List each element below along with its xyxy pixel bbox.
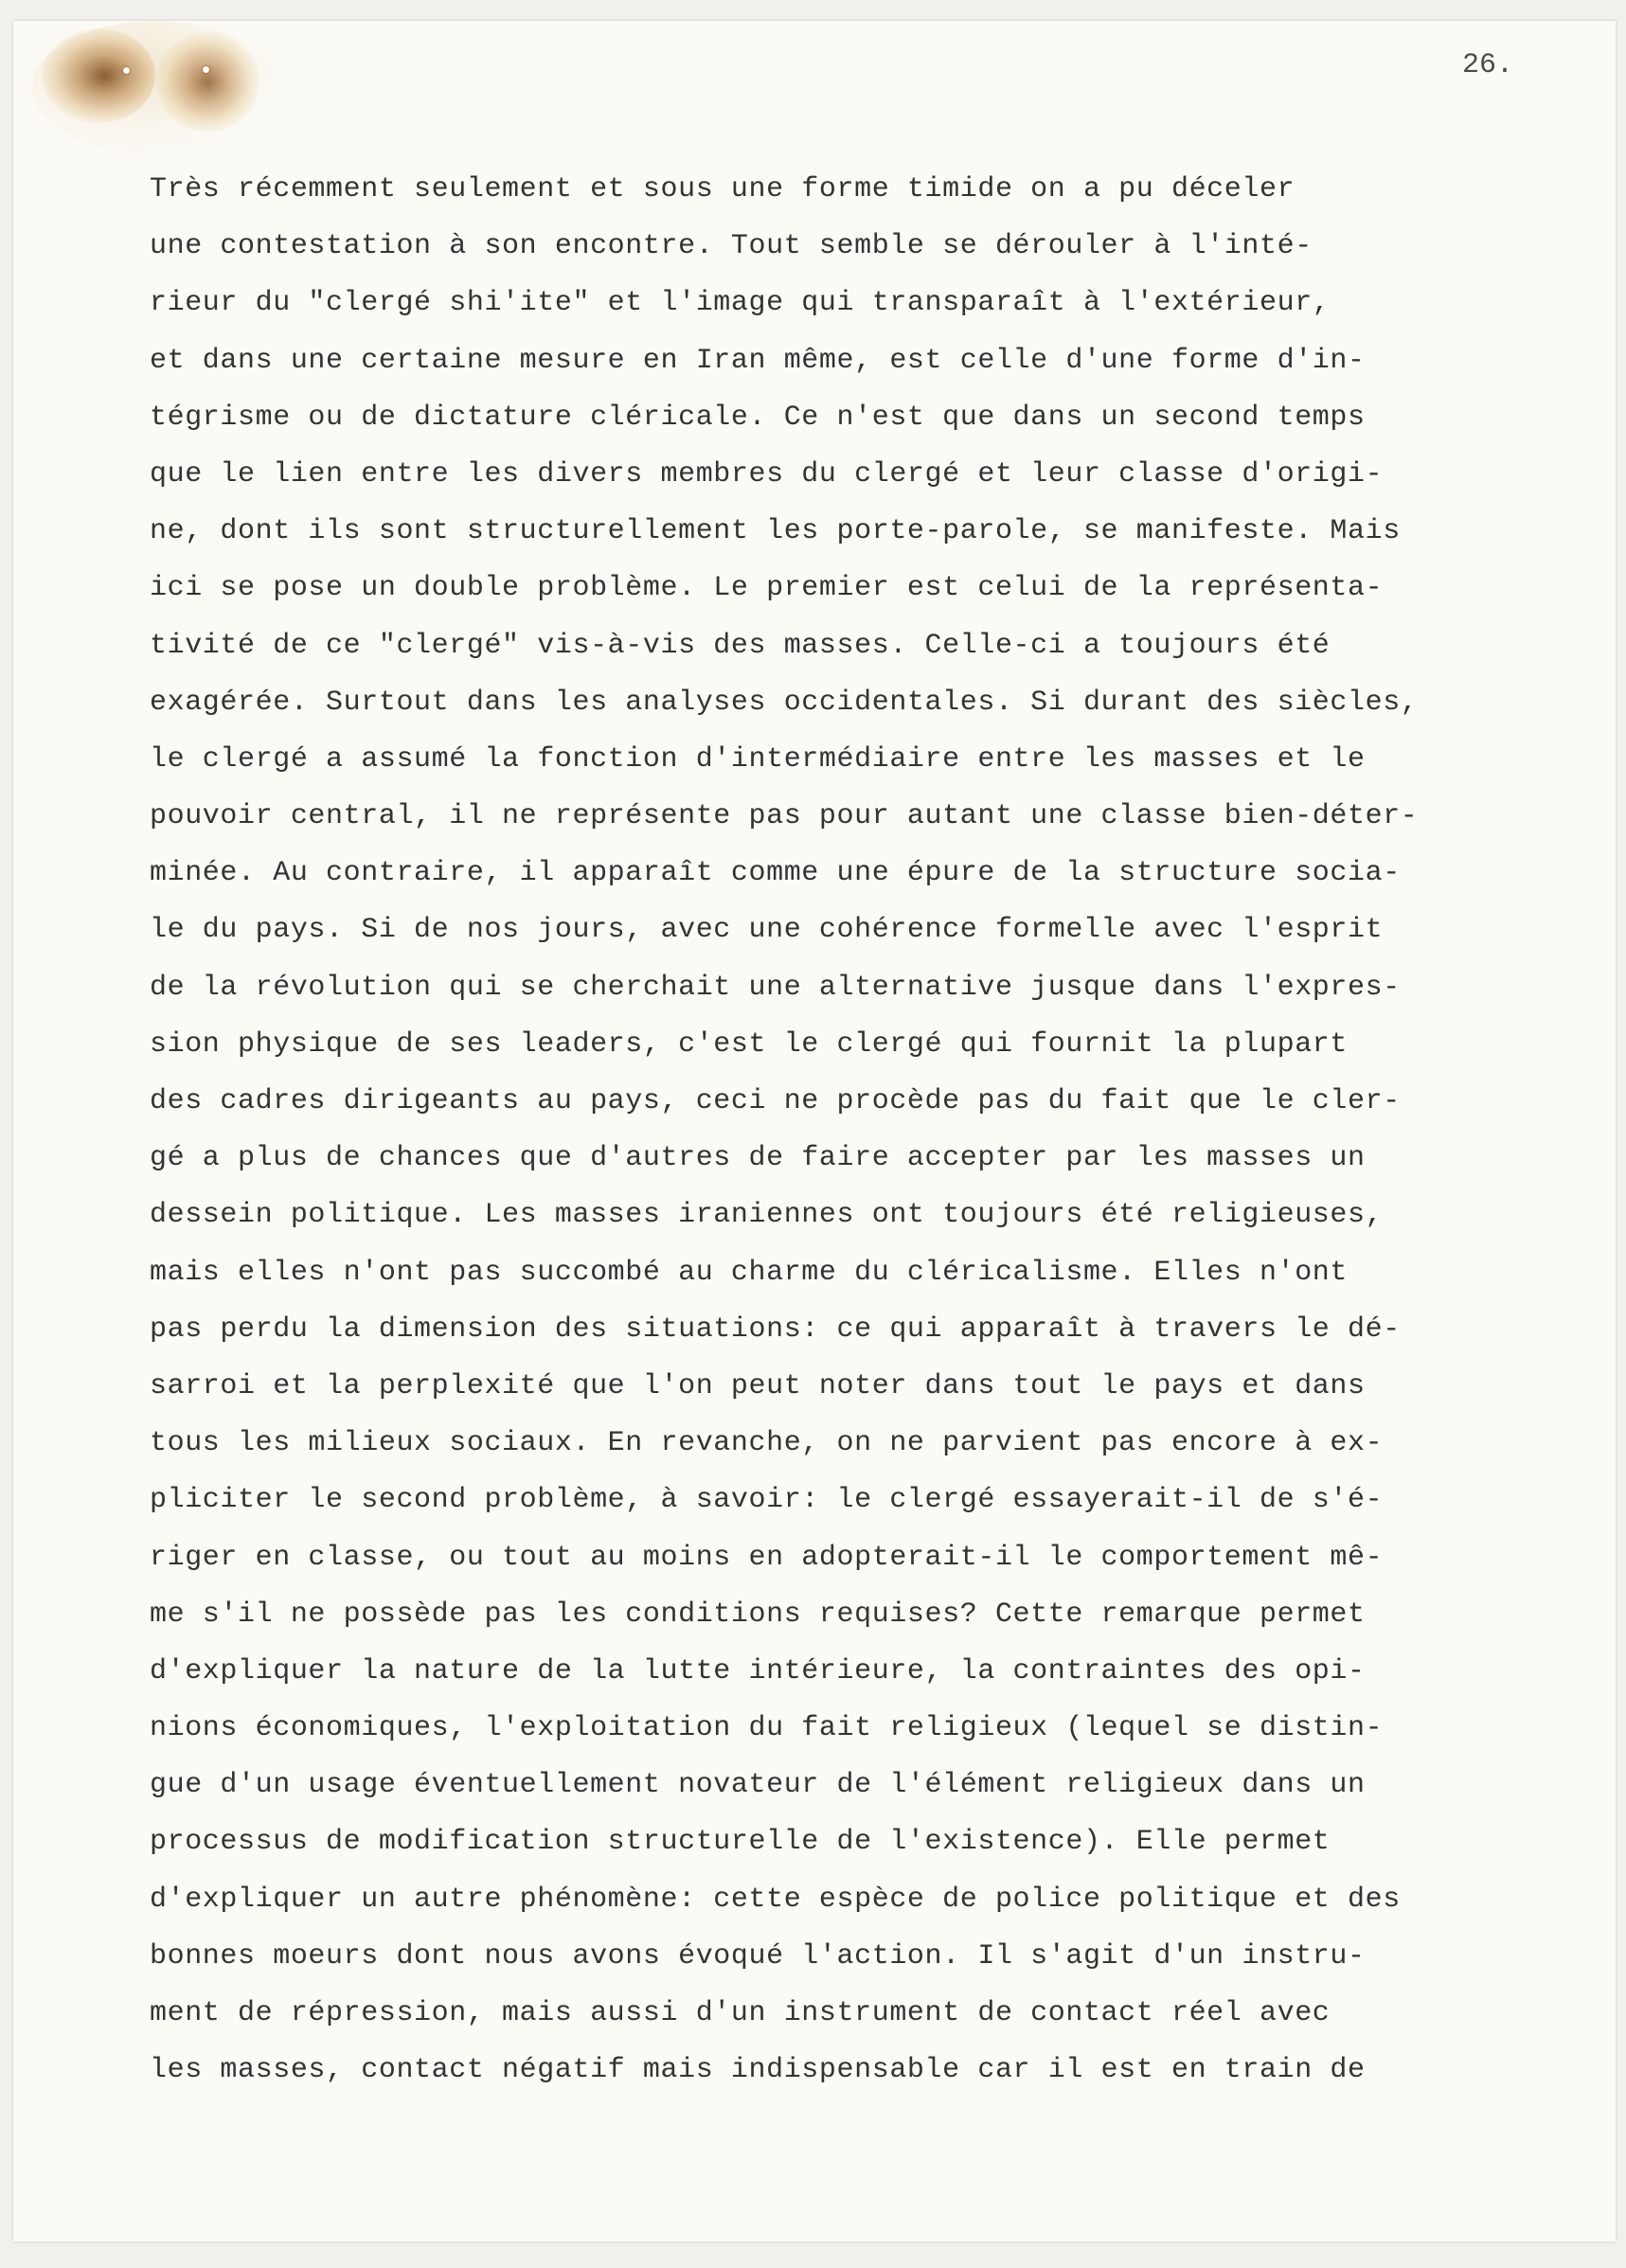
text-line: ment de répression, mais aussi d'un instrument de contact réel avec: [150, 1997, 1331, 2029]
typewritten-page: [13, 21, 1616, 2241]
text-line: exagérée. Surtout dans les analyses occidentales. Si durant des siècles,: [150, 686, 1419, 719]
text-line: pliciter le second problème, à savoir: le clergé essayerait-il de s'é-: [150, 1484, 1384, 1517]
text-line: des cadres dirigeants au pays, ceci ne procède pas du fait que le cler-: [150, 1085, 1401, 1117]
rust-stain-left: [42, 28, 155, 123]
text-line: ne, dont ils sont structurellement les porte-parole, se manifeste. Mais: [150, 515, 1401, 548]
paper-discoloration: [32, 21, 278, 153]
text-line: gue d'un usage éventuellement novateur de l'élément religieux dans un: [150, 1769, 1366, 1802]
text-line: mais elles n'ont pas succombé au charme du cléricalisme. Elles n'ont: [150, 1256, 1348, 1289]
staple-hole-right: [203, 66, 209, 73]
text-line: d'expliquer un autre phénomène: cette espèce de police politique et des: [150, 1883, 1401, 1916]
text-line: me s'il ne possède pas les conditions requises? Cette remarque permet: [150, 1598, 1366, 1631]
text-line: Très récemment seulement et sous une forme timide on a pu déceler: [150, 173, 1295, 205]
text-line: le clergé a assumé la fonction d'intermédiaire entre les masses et le: [150, 742, 1366, 776]
text-line: sarroi et la perplexité que l'on peut noter dans tout le pays et dans: [150, 1369, 1366, 1402]
body-text: [150, 161, 1589, 2098]
text-line: que le lien entre les divers membres du clergé et leur classe d'origi-: [150, 457, 1384, 491]
text-line: d'expliquer la nature de la lutte intérieure, la contraintes des opi-: [150, 1654, 1366, 1688]
text-line: nions économiques, l'exploitation du fait religieux (lequel se distin-: [150, 1712, 1384, 1745]
text-line: riger en classe, ou tout au moins en adopterait-il le comportement mê-: [150, 1541, 1384, 1574]
text-line: pas perdu la dimension des situations: ce qui apparaît à travers le dé-: [150, 1313, 1401, 1346]
text-line: ici se pose un double problème. Le premier est celui de la représenta-: [150, 572, 1384, 605]
page-number: 26.: [1461, 49, 1513, 81]
text-line: sion physique de ses leaders, c'est le clergé qui fournit la plupart: [150, 1027, 1348, 1061]
text-line: minée. Au contraire, il apparaît comme une épure de la structure socia-: [150, 857, 1401, 890]
text-line: les masses, contact négatif mais indispensable car il est en train de: [150, 2054, 1366, 2087]
text-line: une contestation à son encontre. Tout semble se dérouler à l'inté-: [150, 230, 1313, 263]
text-line: le du pays. Si de nos jours, avec une cohérence formelle avec l'esprit: [150, 914, 1384, 947]
text-line: tégrisme ou de dictature cléricale. Ce n'est que dans un second temps: [150, 401, 1366, 434]
text-line: rieur du "clergé shi'ite" et l'image qui transparaît à l'extérieur,: [150, 287, 1331, 320]
text-line: tivité de ce "clergé" vis-à-vis des masses. Celle-ci a toujours été: [150, 629, 1331, 662]
text-line: processus de modification structurelle de l'existence). Elle permet: [150, 1826, 1331, 1859]
text-line: gé a plus de chances que d'autres de faire accepter par les masses un: [150, 1142, 1366, 1175]
text-line: pouvoir central, il ne représente pas pour autant une classe bien-déter-: [150, 800, 1419, 833]
rust-stain-right: [155, 32, 259, 132]
text-line: bonnes moeurs dont nous avons évoqué l'action. Il s'agit d'un instru-: [150, 1939, 1366, 1973]
staple-hole-left: [123, 67, 130, 74]
text-line: tous les milieux sociaux. En revanche, on ne parvient pas encore à ex-: [150, 1427, 1384, 1460]
text-line: de la révolution qui se cherchait une alternative jusque dans l'expres-: [150, 971, 1401, 1004]
text-line: dessein politique. Les masses iraniennes ont toujours été religieuses,: [150, 1199, 1384, 1232]
text-line: et dans une certaine mesure en Iran même, est celle d'une forme d'in-: [150, 344, 1366, 377]
